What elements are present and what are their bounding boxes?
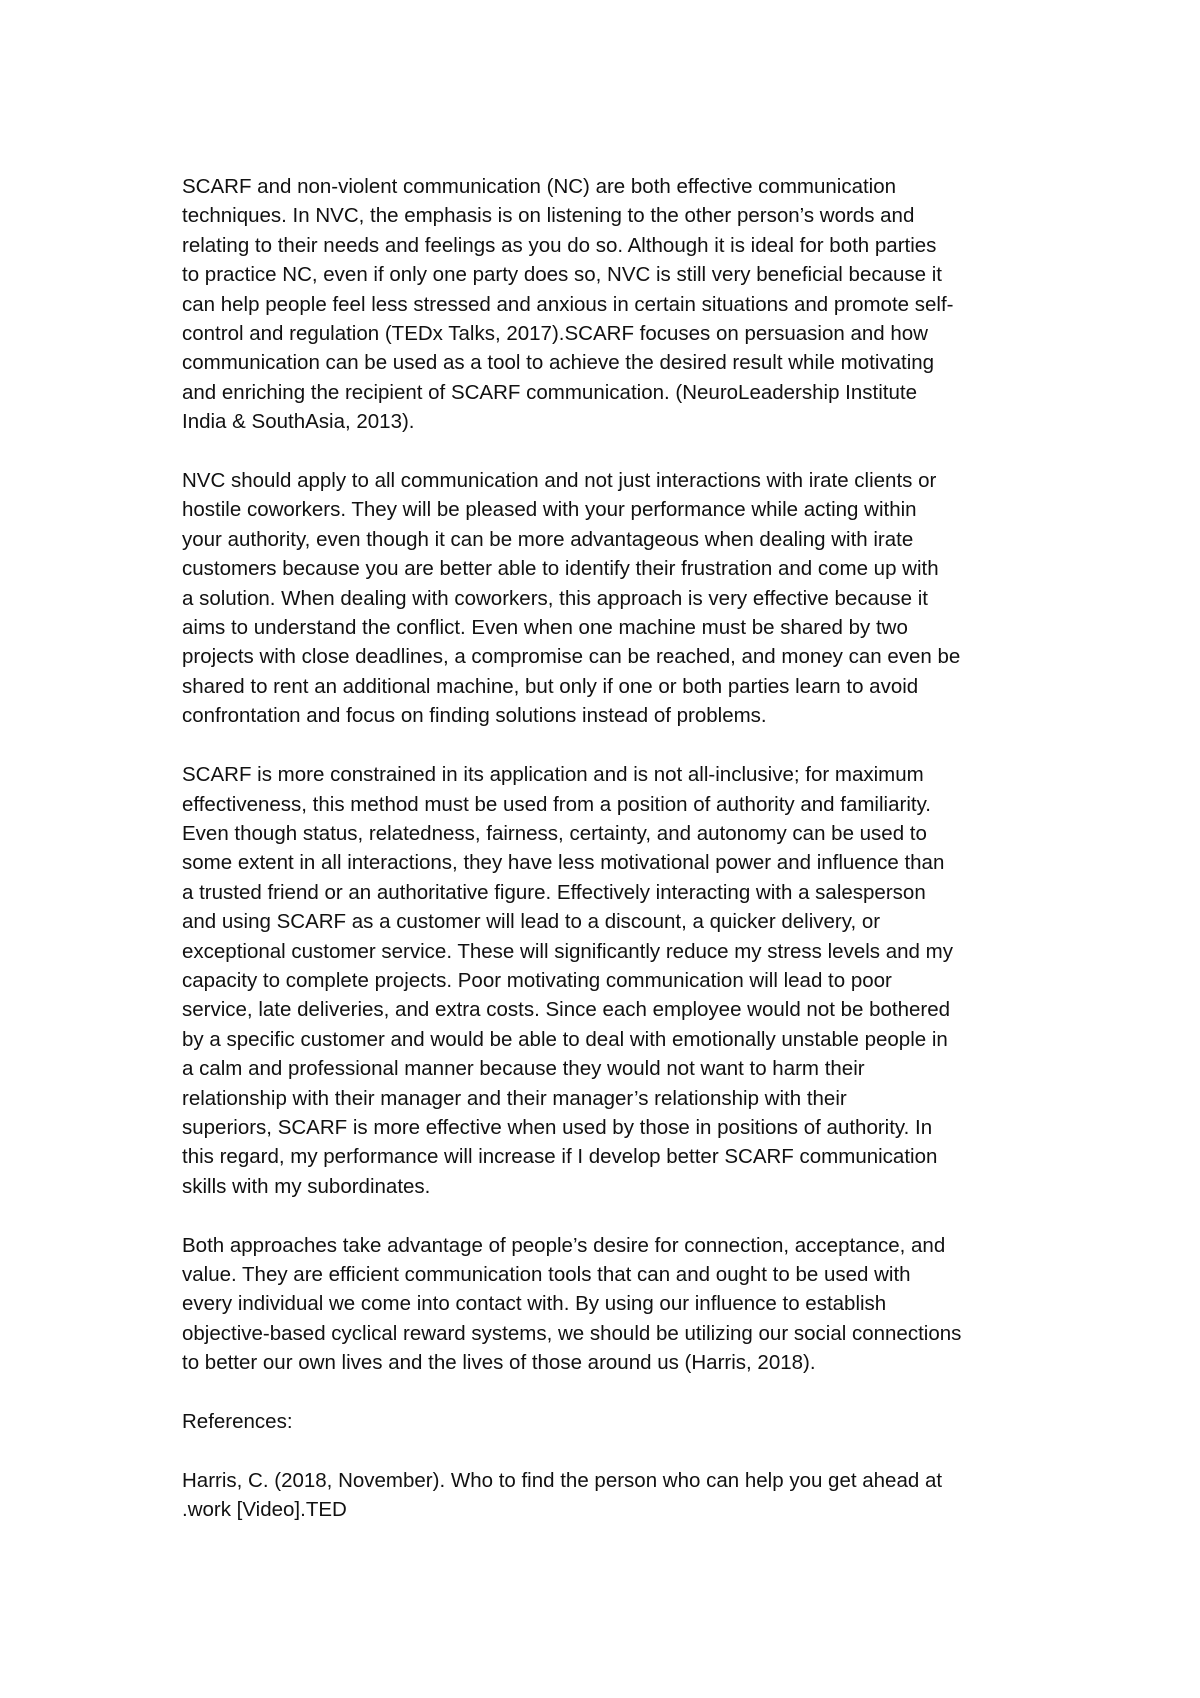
paragraph-1: SCARF and non-violent communication (NC) are both effective communication techniques. In NVC, the emphasis is on listening to the other person’s words and relating to their needs and feelings as you do so. Although it is ideal for both parties to practice NC, even if only one party does so, NVC is still very beneficial because it can help people feel less stressed and anxious in certain situations and promote self- control and regulation (TEDx Talks, 2017).SCARF focuses on persuasion and how communication can be used as a tool to achieve the desired result while motivating and enriching the recipient of SCARF communication. (NeuroLeadership Institute India & SouthAsia, 2013). [182,175,954,434]
paragraph-3: SCARF is more constrained in its application and is not all-inclusive; for maximum effectiveness, this method must be used from a position of authority and familiarity. Even though status, relatedness, fairness, certainty, and autonomy can be used to some extent in all interactions, they have less motivational power and influence than a trusted friend or an authoritative figure. Effectively interacting with a salesperson and using SCARF as a customer will lead to a discount, a quicker delivery, or exceptional customer service. These will significantly reduce my stress levels and my capacity to complete projects. Poor motivating communication will lead to poor service, late deliveries, and extra costs. Since each employee would not be bothered by a specific customer and would be able to deal with emotionally unstable people in a calm and professional manner because they would not want to harm their relationship with their manager and their manager’s relationship with their superiors, SCARF is more effective when used by those in positions of authority. In this regard, my performance will increase if I develop better SCARF communication skills with my subordinates. [182,763,953,1198]
reference-item: Harris, C. (2018, November). Who to find the person who can help you get ahead at .work [Video].TED [182,1468,943,1522]
paragraph-2: NVC should apply to all communication and not just interactions with irate clients or hostile coworkers. They will be pleased with your performance while acting within your authority, even though it can be more advantageous when dealing with irate customers because you are better able to identify their frustration and come up with a solution. When dealing with coworkers, this approach is very effective because it aims to understand the conflict. Even when one machine must be shared by two projects with close deadlines, a compromise can be reached, and money can even be shared to rent an additional machine, but only if one or both parties learn to avoid confrontation and focus on finding solutions instead of problems. [182,469,961,728]
document-body [182,172,1042,1525]
references-heading: References: [182,1410,293,1433]
paragraph-4: Both approaches take advantage of people’s desire for connection, acceptance, and value. They are efficient communication tools that can and ought to be used with every individual we come into contact with. By using our influence to establish objective-based cyclical reward systems, we should be utilizing our social connections to better our own lives and the lives of those around us (Harris, 2018). [182,1233,962,1375]
